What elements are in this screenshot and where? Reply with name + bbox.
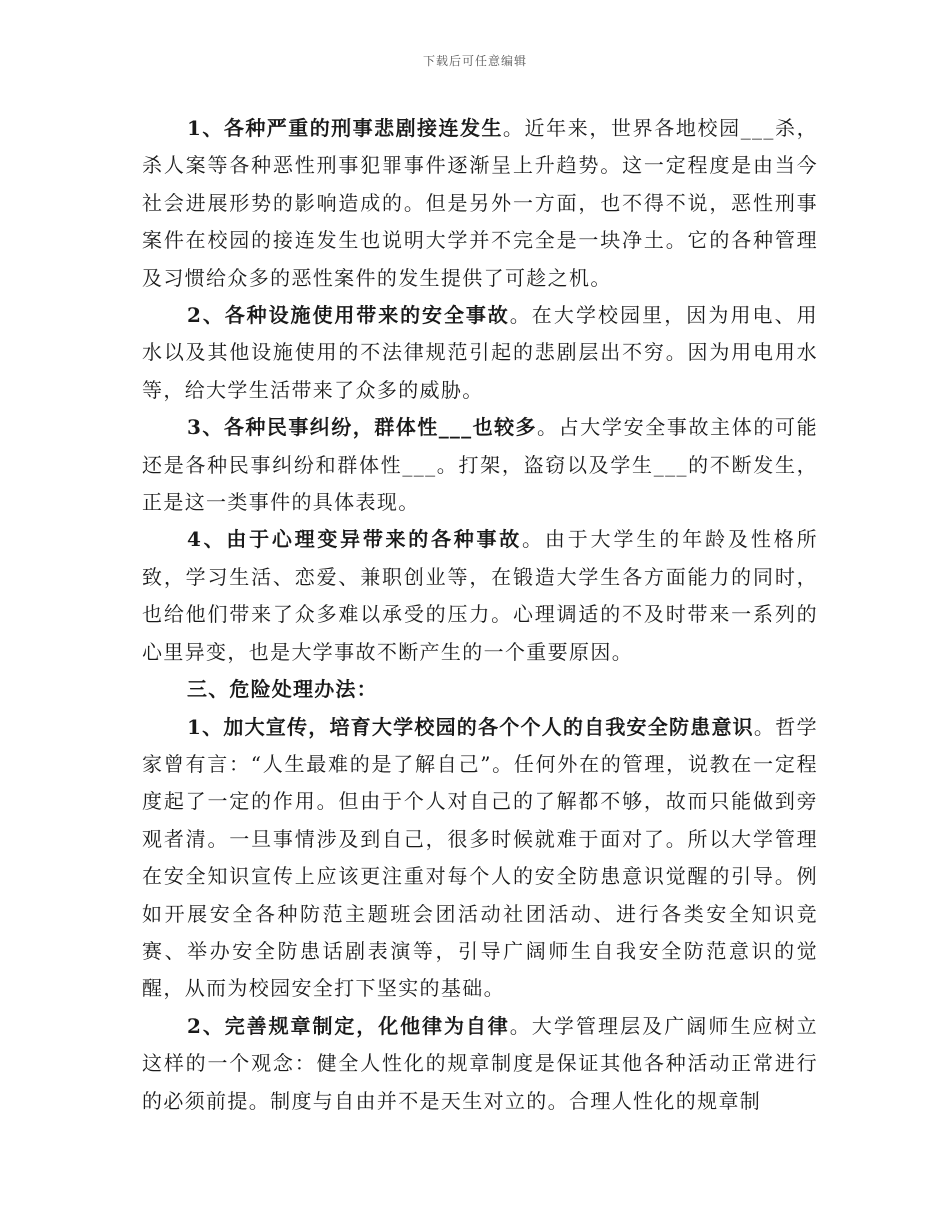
paragraph-heading: 3、各种民事纠纷，群体性___也较多 <box>187 415 538 440</box>
paragraph-heading: 4、由于心理变异带来的各种事故 <box>187 527 522 552</box>
section-heading-text: 三、危险处理办法： <box>187 677 378 702</box>
section-heading <box>142 671 818 708</box>
paragraph <box>142 1008 818 1120</box>
paragraph <box>142 297 818 409</box>
paragraph-text: 。哲学家曾有言：“人生最难的是了解自己”。任何外在的管理，说教在一定程度起了一定的作用。但由于个人对自己的了解都不够，故而只能做到旁观者清。一旦事情涉及到自己，很多时候就难于面对了。所以大学管理在安全知识宣传上应该更注重对每个人的安全防患意识觉醒的引导。例如开展安全各种防范主题班会团活动社团活动、进行各类安全知识竞赛、举办安全防患话剧表演等，引导广阔师生自我安全防范意识的觉醒，从而为校园安全打下坚实的基础。 <box>142 714 818 1001</box>
paragraph-text: 。占大学安全事故主体的可能还是各种民事纠纷和群体性___。打架，盗窃以及学生___的不断发生，正是这一类事件的具体表现。 <box>142 415 818 515</box>
paragraph <box>142 409 818 521</box>
paragraph-heading: 2、各种设施使用带来的安全事故 <box>187 303 510 328</box>
paragraph-text: 。在大学校园里，因为用电、用水以及其他设施使用的不法律规范引起的悲剧层出不穷。因为用电用水等，给大学生活带来了众多的威胁。 <box>142 303 818 402</box>
paragraph-heading: 2、完善规章制定，化他律为自律 <box>187 1013 510 1038</box>
paragraph <box>142 110 818 297</box>
paragraph-heading: 1、各种严重的刑事悲剧接连发生 <box>187 116 503 140</box>
paragraph <box>142 521 818 671</box>
paragraph-text: 。大学管理层及广阔师生应树立这样的一个观念：健全人性化的规章制度是保证其他各种活动正常进行的必须前提。制度与自由并不是天生对立的。合理人性化的规章制 <box>142 1013 818 1113</box>
document-body <box>142 110 818 1120</box>
paragraph-text: 。近年来，世界各地校园___杀，杀人案等各种恶性刑事犯罪事件逐渐呈上升趋势。这一定程度是由当今社会进展形势的影响造成的。但是另外一方面，也不得不说，恶性刑事案件在校园的接连发生也说明大学并不完全是一块净土。它的各种管理及习惯给众多的恶性案件的发生提供了可趁之机。 <box>142 116 818 290</box>
page-header: 下载后可任意编辑 <box>422 54 527 68</box>
paragraph-text: 。由于大学生的年龄及性格所致，学习生活、恋爱、兼职创业等，在锻造大学生各方面能力的同时，也给他们带来了众多难以承受的压力。心理调适的不及时带来一系列的心里异变，也是大学事故不断产生的一个重要原因。 <box>142 527 818 664</box>
paragraph <box>142 709 818 1008</box>
paragraph-heading: 1、加大宣传，培育大学校园的各个个人的自我安全防患意识 <box>187 714 754 739</box>
